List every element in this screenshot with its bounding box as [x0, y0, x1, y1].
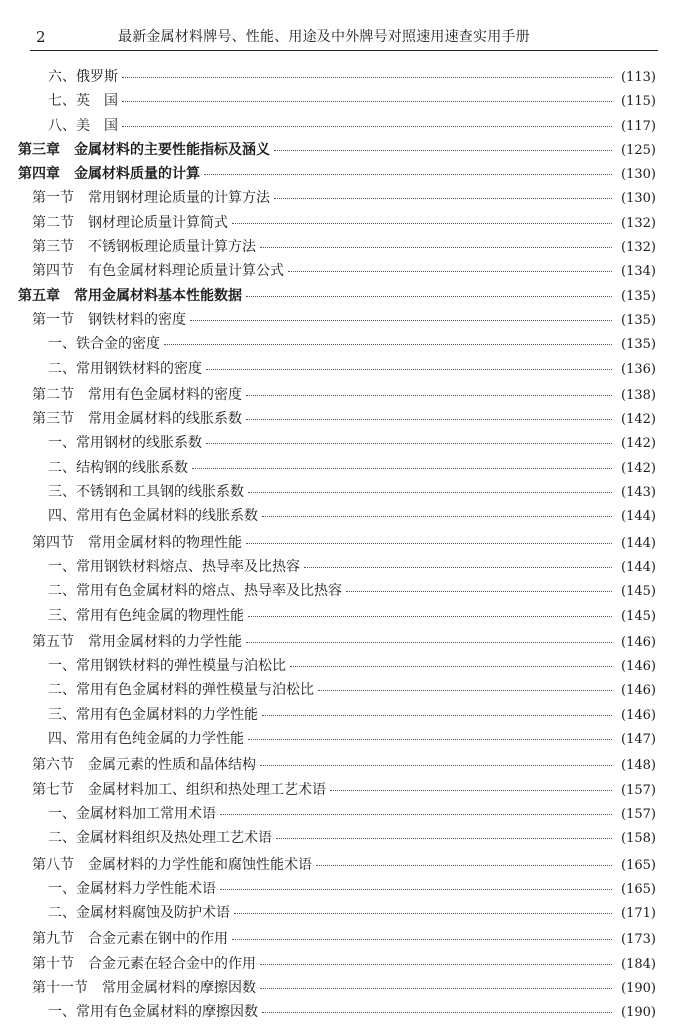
toc-entry-page: (132) [621, 240, 656, 256]
toc-entry[interactable] [18, 779, 656, 803]
toc-entry-page: (125) [621, 142, 656, 158]
dot-leader [232, 939, 612, 940]
toc-entry-page: (117) [621, 118, 656, 134]
toc-entry[interactable] [18, 605, 656, 629]
toc-entry[interactable] [18, 655, 656, 679]
toc-entry-page: (130) [621, 191, 656, 207]
toc-entry-title: 第六节 金属元素的性质和晶体结构 [32, 757, 256, 774]
toc-entry-title: 八、美 国 [48, 117, 118, 134]
toc-entry-page: (135) [621, 337, 656, 353]
toc-entry-title: 二、金属材料腐蚀及防护术语 [48, 905, 230, 922]
toc-entry-page: (130) [621, 167, 656, 183]
dot-leader [330, 790, 612, 791]
toc-entry-title: 第二节 钢材理论质量计算简式 [32, 214, 228, 231]
toc-entry[interactable] [18, 631, 656, 655]
dot-leader [262, 1012, 612, 1013]
toc-entry[interactable] [18, 236, 656, 260]
toc-entry[interactable] [18, 408, 656, 432]
dot-leader [248, 739, 612, 740]
toc-entry-page: (157) [621, 782, 656, 798]
dot-leader [316, 865, 612, 866]
running-header [30, 22, 658, 51]
toc-entry-title: 六、俄罗斯 [48, 69, 118, 85]
toc-entry-page: (190) [621, 1005, 656, 1021]
toc-entry-page: (173) [621, 932, 656, 948]
toc-entry-title: 二、常用有色金属材料的熔点、热导率及比热容 [48, 583, 342, 600]
toc-entry[interactable] [18, 679, 656, 703]
toc-entry-page: (165) [621, 857, 656, 873]
dot-leader [260, 765, 612, 766]
toc-entry[interactable] [18, 260, 656, 284]
dot-leader [192, 468, 612, 469]
toc-entry-title: 第九节 合金元素在钢中的作用 [32, 931, 228, 948]
toc-entry-title: 一、金属材料加工常用术语 [48, 805, 216, 822]
table-of-contents [18, 66, 656, 1026]
toc-entry[interactable] [18, 505, 656, 529]
dot-leader [290, 666, 612, 667]
toc-entry-title: 四、常用有色纯金属的力学性能 [48, 731, 244, 748]
dot-leader [262, 516, 612, 517]
running-title: 最新金属材料牌号、性能、用途及中外牌号对照速用速查实用手册 [118, 29, 530, 45]
toc-entry-title: 一、常用钢铁材料的弹性模量与泊松比 [48, 658, 286, 675]
toc-entry-title: 一、常用钢材的线胀系数 [48, 435, 202, 452]
toc-entry-page: (148) [621, 758, 656, 774]
toc-entry[interactable] [18, 854, 656, 878]
dot-leader [232, 223, 612, 224]
dot-leader [234, 913, 612, 914]
toc-entry-page: (138) [621, 387, 656, 403]
toc-entry-title: 第二节 常用有色金属材料的密度 [32, 386, 242, 403]
toc-entry-page: (145) [621, 608, 656, 624]
dot-leader [274, 150, 612, 151]
toc-entry-page: (143) [621, 485, 656, 501]
toc-entry-title: 四、常用有色金属材料的线胀系数 [48, 508, 258, 525]
toc-entry[interactable] [18, 532, 656, 556]
toc-entry-title: 一、铁合金的密度 [48, 336, 160, 353]
toc-entry[interactable] [18, 878, 656, 902]
toc-entry[interactable] [18, 704, 656, 728]
toc-entry-title: 第四章 金属材料质量的计算 [18, 166, 200, 183]
dot-leader [246, 419, 612, 420]
toc-entry[interactable] [18, 457, 656, 481]
toc-entry-title: 第三节 不锈钢板理论质量计算方法 [32, 239, 256, 256]
toc-entry-page: (190) [621, 980, 656, 996]
toc-entry-title: 第三章 金属材料的主要性能指标及涵义 [18, 141, 270, 158]
toc-entry[interactable] [18, 187, 656, 211]
dot-leader [220, 889, 612, 890]
toc-entry-page: (171) [621, 906, 656, 922]
toc-entry-title: 第一节 钢铁材料的密度 [32, 311, 186, 328]
toc-entry-page: (142) [621, 460, 656, 476]
toc-entry-page: (144) [621, 535, 656, 551]
toc-entry-page: (132) [621, 215, 656, 231]
toc-entry[interactable] [18, 803, 656, 827]
dot-leader [288, 271, 612, 272]
dot-leader [262, 715, 612, 716]
toc-entry[interactable] [18, 928, 656, 952]
toc-entry-page: (136) [621, 361, 656, 377]
toc-entry[interactable] [18, 556, 656, 580]
toc-entry-title: 三、常用有色纯金属的物理性能 [48, 607, 244, 624]
toc-entry-page: (146) [621, 659, 656, 675]
toc-entry-title: 第一节 常用钢材理论质量的计算方法 [32, 190, 270, 207]
toc-entry[interactable] [18, 580, 656, 604]
toc-entry[interactable] [18, 1001, 656, 1025]
toc-entry-page: (158) [621, 831, 656, 847]
dot-leader [248, 616, 612, 617]
toc-entry[interactable] [18, 384, 656, 408]
toc-entry-page: (135) [621, 288, 656, 304]
dot-leader [122, 101, 612, 102]
toc-entry-page: (134) [621, 264, 656, 280]
toc-entry[interactable] [18, 358, 656, 382]
toc-entry[interactable] [18, 212, 656, 236]
toc-entry-page: (144) [621, 509, 656, 525]
toc-entry[interactable] [18, 827, 656, 851]
toc-entry[interactable] [18, 115, 656, 139]
toc-entry[interactable] [18, 953, 656, 977]
toc-entry[interactable] [18, 163, 656, 187]
toc-entry-page: (147) [621, 732, 656, 748]
dot-leader [248, 492, 612, 493]
dot-leader [122, 126, 612, 127]
toc-entry-page: (142) [621, 412, 656, 428]
dot-leader [318, 690, 612, 691]
toc-entry[interactable] [18, 139, 656, 163]
dot-leader [122, 77, 612, 78]
dot-leader [260, 988, 612, 989]
toc-entry-title: 第四节 有色金属材料理论质量计算公式 [32, 263, 284, 280]
dot-leader [260, 247, 612, 248]
toc-entry-page: (157) [621, 806, 656, 822]
toc-entry[interactable] [18, 309, 656, 333]
toc-entry-title: 二、金属材料组织及热处理工艺术语 [48, 830, 272, 847]
toc-entry-page: (145) [621, 584, 656, 600]
toc-entry[interactable] [18, 754, 656, 778]
toc-entry[interactable] [18, 728, 656, 752]
toc-entry-title: 二、常用钢铁材料的密度 [48, 360, 202, 377]
toc-entry-title: 二、结构钢的线胀系数 [48, 459, 188, 476]
toc-entry-title: 一、金属材料力学性能术语 [48, 880, 216, 897]
toc-entry-title: 第三节 常用金属材料的线胀系数 [32, 411, 242, 428]
toc-entry-page: (146) [621, 707, 656, 723]
toc-entry-page: (146) [621, 634, 656, 650]
dot-leader [346, 591, 612, 592]
toc-entry-title: 第五章 常用金属材料基本性能数据 [18, 287, 242, 304]
toc-entry[interactable] [18, 333, 656, 357]
toc-entry-title: 二、常用有色金属材料的弹性模量与泊松比 [48, 682, 314, 699]
toc-entry[interactable] [18, 432, 656, 456]
toc-entry[interactable] [18, 902, 656, 926]
toc-entry[interactable] [18, 66, 656, 90]
dot-leader [246, 543, 612, 544]
dot-leader [246, 642, 612, 643]
toc-entry[interactable] [18, 285, 656, 309]
dot-leader [164, 344, 612, 345]
toc-entry-page: (165) [621, 881, 656, 897]
dot-leader [260, 964, 612, 965]
toc-entry-title: 第四节 常用金属材料的物理性能 [32, 534, 242, 551]
dot-leader [246, 296, 612, 297]
toc-entry-page: (184) [621, 956, 656, 972]
dot-leader [276, 838, 612, 839]
toc-entry-title: 第七节 金属材料加工、组织和热处理工艺术语 [32, 781, 326, 798]
dot-leader [190, 320, 612, 321]
toc-entry-title: 第五节 常用金属材料的力学性能 [32, 633, 242, 650]
toc-entry-title: 七、英 国 [48, 93, 118, 110]
dot-leader [246, 395, 612, 396]
toc-entry-title: 第十节 合金元素在轻合金中的作用 [32, 955, 256, 972]
toc-entry-page: (146) [621, 683, 656, 699]
dot-leader [304, 567, 612, 568]
toc-entry-title: 第十一节 常用金属材料的摩擦因数 [32, 979, 256, 996]
dot-leader [204, 174, 612, 175]
dot-leader [220, 814, 612, 815]
toc-entry[interactable] [18, 90, 656, 114]
toc-entry-title: 一、常用有色金属材料的摩擦因数 [48, 1004, 258, 1021]
toc-entry[interactable] [18, 481, 656, 505]
toc-entry-page: (113) [621, 70, 656, 85]
toc-entry-page: (135) [621, 312, 656, 328]
dot-leader [206, 369, 612, 370]
toc-entry-title: 三、常用有色金属材料的力学性能 [48, 706, 258, 723]
toc-entry-page: (115) [621, 94, 656, 110]
dot-leader [274, 198, 612, 199]
toc-entry-page: (144) [621, 559, 656, 575]
toc-entry-title: 第八节 金属材料的力学性能和腐蚀性能术语 [32, 856, 312, 873]
toc-entry[interactable] [18, 977, 656, 1001]
dot-leader [206, 443, 612, 444]
toc-entry-title: 一、常用钢铁材料熔点、热导率及比热容 [48, 558, 300, 575]
toc-entry-title: 三、不锈钢和工具钢的线胀系数 [48, 484, 244, 501]
page-number: 2 [36, 28, 46, 46]
toc-entry-page: (142) [621, 436, 656, 452]
